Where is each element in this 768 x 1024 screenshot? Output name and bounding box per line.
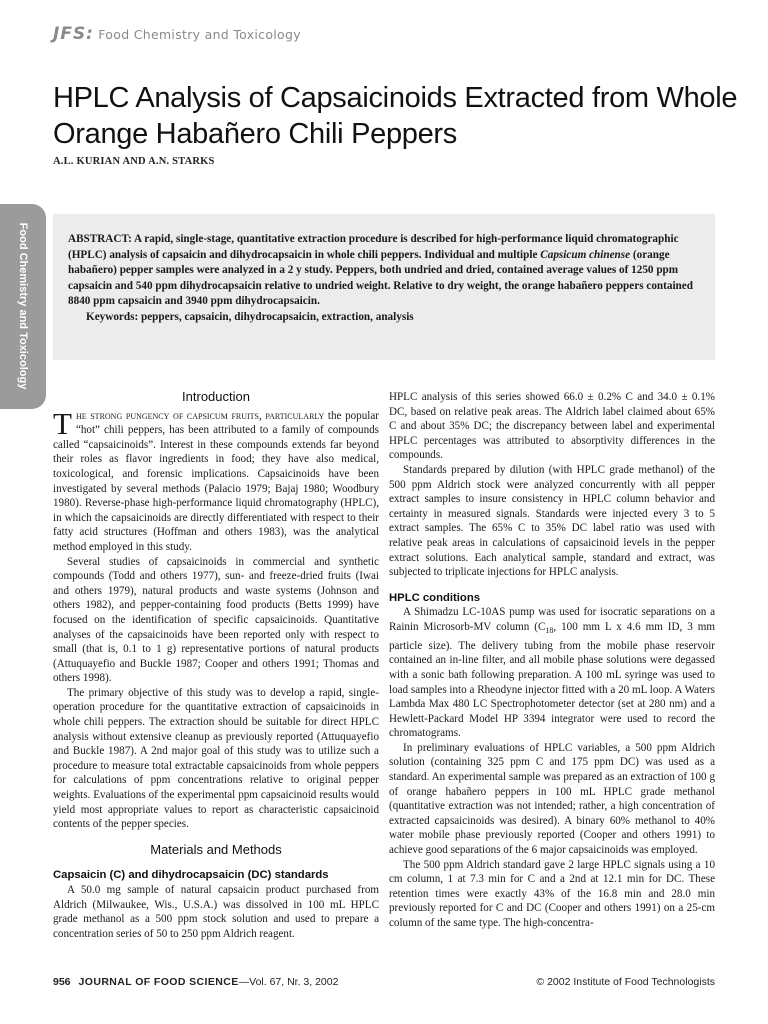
standards-dilution-paragraph: Standards prepared by dilution (with HPLC grade methanol) of the 500 ppm Aldrich stock were analyzed concurrently with all pepper extract samples to insure consistency in HPLC column behavior and certainty in measured signals. Standards were injected every 3 to 5 extract samples. The 65% C to 35% DC label ratio was used with relative peak areas in calculations of capsaicinoid levels in the pepper extract solutions. Each analytical sample, standard and extract, was subjected to triplicate injections for HPLC analysis. — [389, 463, 715, 579]
authors: A.L. KURIAN AND A.N. STARKS — [53, 156, 215, 167]
abstract-box — [53, 214, 715, 360]
right-column — [389, 390, 715, 931]
standards-paragraph: A 50.0 mg sample of natural capsaicin product purchased from Aldrich (Milwaukee, Wis., U.S.A.) was dissolved in 100 mL HPLC grade methanol as a 500 ppm stock solution and used to prepare a concentration series of 50 to 250 ppm Aldrich reagent. — [53, 884, 379, 940]
cond-text-a: A Shimadzu LC-10AS pump was used for isocratic separations on a Rainin Microsorb-MV column (C — [389, 606, 715, 633]
footer-left — [53, 976, 338, 988]
standards-heading: Capsaicin (C) and dihydrocapsaicin (DC) standards — [53, 869, 329, 882]
article-title: HPLC Analysis of Capsaicinoids Extracted from Whole Orange Habañero Chili Peppers — [53, 82, 738, 150]
abstract-species: Capsicum chinense — [540, 248, 631, 261]
hplc-conditions-paragraph-2: In preliminary evaluations of HPLC variables, a 500 ppm Aldrich solution (containing 325 ppm C and 175 ppm DC) was used as a standard. An experimental sample was prepared as an extraction of 100 g of orange habañero peppers in 100 mL HPLC grade methanol (quantitative extraction was not intended; rather, a high concentration of extracted capsaicinoids was desired). A binary 60% methanol to 40% water mobile phase previously reported (Cooper and others 1991) to achieve good separations of the 6 major capsaicinoids was employed. — [389, 741, 715, 857]
intro-paragraph-1 — [53, 405, 379, 555]
column-subscript: 18 — [545, 626, 554, 636]
materials-methods-heading: Materials and Methods — [150, 841, 282, 857]
introduction-heading: Introduction — [182, 389, 250, 404]
volume-info: —Vol. 67, Nr. 3, 2002 — [238, 976, 339, 988]
side-tab-label: Food Chemistry and Toxicology — [17, 222, 29, 390]
abstract-part-1: ABSTRACT: A rapid, single-stage, quantitative extraction procedure is described for high-performance liquid chromatographic (HPLC) analysis of capsaicin and dihydrocapsaicin in whole chili peppers. Individual and multiple — [68, 233, 679, 261]
left-column — [53, 390, 379, 941]
hplc-conditions-heading: HPLC conditions — [389, 591, 480, 604]
standards-continued: HPLC analysis of this series showed 66.0 ± 0.2% C and 34.0 ± 0.1% DC, based on relative peak areas. The Aldrich label claimed about 65% C and about 35% DC; the discrepancy between label and experimental HPLC percentages was attributed to absorptivity differences in the compounds. — [389, 391, 715, 462]
running-head — [53, 24, 301, 44]
intro-smallcaps: he strong pungency of capsicum fruits, particularly — [75, 409, 325, 422]
section-name: Food Chemistry and Toxicology — [98, 27, 301, 42]
page-number: 956 — [53, 976, 71, 988]
drop-cap: T — [53, 405, 72, 441]
cond-text-b: , 100 mm L x 4.6 mm ID, 3 mm particle size). The delivery tubing from the mobile phase reservoir contained an in-line filter, and all mobile phase solutions were degassed with a sonic bath following preparation. A 100 mL syringe was used to load samples into a Rheodyne injector fitted with a 20 mL loop. A Waters Lambda Max 480 LC Spectrophotometer detector (set at 280 nm) and a Hewlett-Packard Model HP 3394 integrator were used to record the chromatograms. — [389, 620, 715, 740]
intro-paragraph-3: The primary objective of this study was to develop a rapid, single-operation procedure for the quantitative extraction of capsaicinoids in whole chili peppers. The extraction should be suitable for direct HPLC analysis without extensive cleanup as previously reported (Attuquayefio and Buckle 1987). A 2nd major goal of this study was to utilize such a procedure to measure total extractable capsaicinoids from whole peppers for calculations of ppm concentrations relative to original pepper weights. Evaluations of the experimental ppm capsaicinoid results would yield most appropriate values to report as characteristic capsaicinoid contents of the pepper species. — [53, 686, 379, 831]
intro-paragraph-2: Several studies of capsaicinoids in commercial and synthetic compounds (Todd and others 1977), sun- and freeze-dried fruits (Iwai and others 1979), natural products and waste systems (Johnson and others 1982), and pepper-containing food products (Betts 1999) have focused on the identification of specific capsaicinoids. Quantitative analyses of the capsaicinoids have been reported only with respect to small (that is, 0.1 to 1 g) representative portions of natural products (Attuquayefio and Buckle 1987; Cooper and others 1991; Thomas and others 1998). — [53, 555, 379, 685]
journal-abbreviation: JFS: — [53, 24, 94, 44]
abstract-text — [68, 232, 700, 310]
intro-text-1: the popular “hot” chili peppers, has been attributed to a family of compounds called “capsaicinoids”. Interest in these compounds extends far beyond their roles as flavor ingredients in food; they have also medical, toxicological, and forensic implications. Capsaicinoids have been investigated by several methods (Palacio 1979; Bajaj 1980; Woodbury 1980). Reverse-phase high-performance liquid chromatography (HPLC), in which the capsaicinoids are directly differentiated with respect to their fatty acid structures (Hoffman and others 1983), was the analytical method employed in this study. — [53, 409, 379, 553]
keywords: Keywords: peppers, capsaicin, dihydrocapsaicin, extraction, analysis — [86, 310, 414, 323]
hplc-conditions-paragraph-3: The 500 ppm Aldrich standard gave 2 large HPLC signals using a 10 cm column, 1 at 7.3 min for C and a 2nd at 12.1 min for DC. These retention times were exactly 43% of the 16.8 min and 28.0 min previously reported for C and DC (Cooper and others 1991) on a 25-cm column of the same type. The high-concentra- — [389, 858, 715, 929]
section-side-tab — [0, 204, 46, 409]
journal-name: JOURNAL OF FOOD SCIENCE — [78, 976, 239, 988]
abstract-part-2: (orange habañero) pepper samples were analyzed in a 2 y study. Peppers, both undried and dried, contained average values of 1250 ppm capsaicin and 540 ppm dihydrocapsaicin relative to undried weight. Relative to dry weight, the orange habañero peppers contained 8840 ppm capsaicin and 3940 ppm dihydrocapsaicin. — [68, 248, 693, 307]
hplc-conditions-paragraph-1 — [389, 605, 715, 741]
copyright: © 2002 Institute of Food Technologists — [536, 976, 715, 988]
